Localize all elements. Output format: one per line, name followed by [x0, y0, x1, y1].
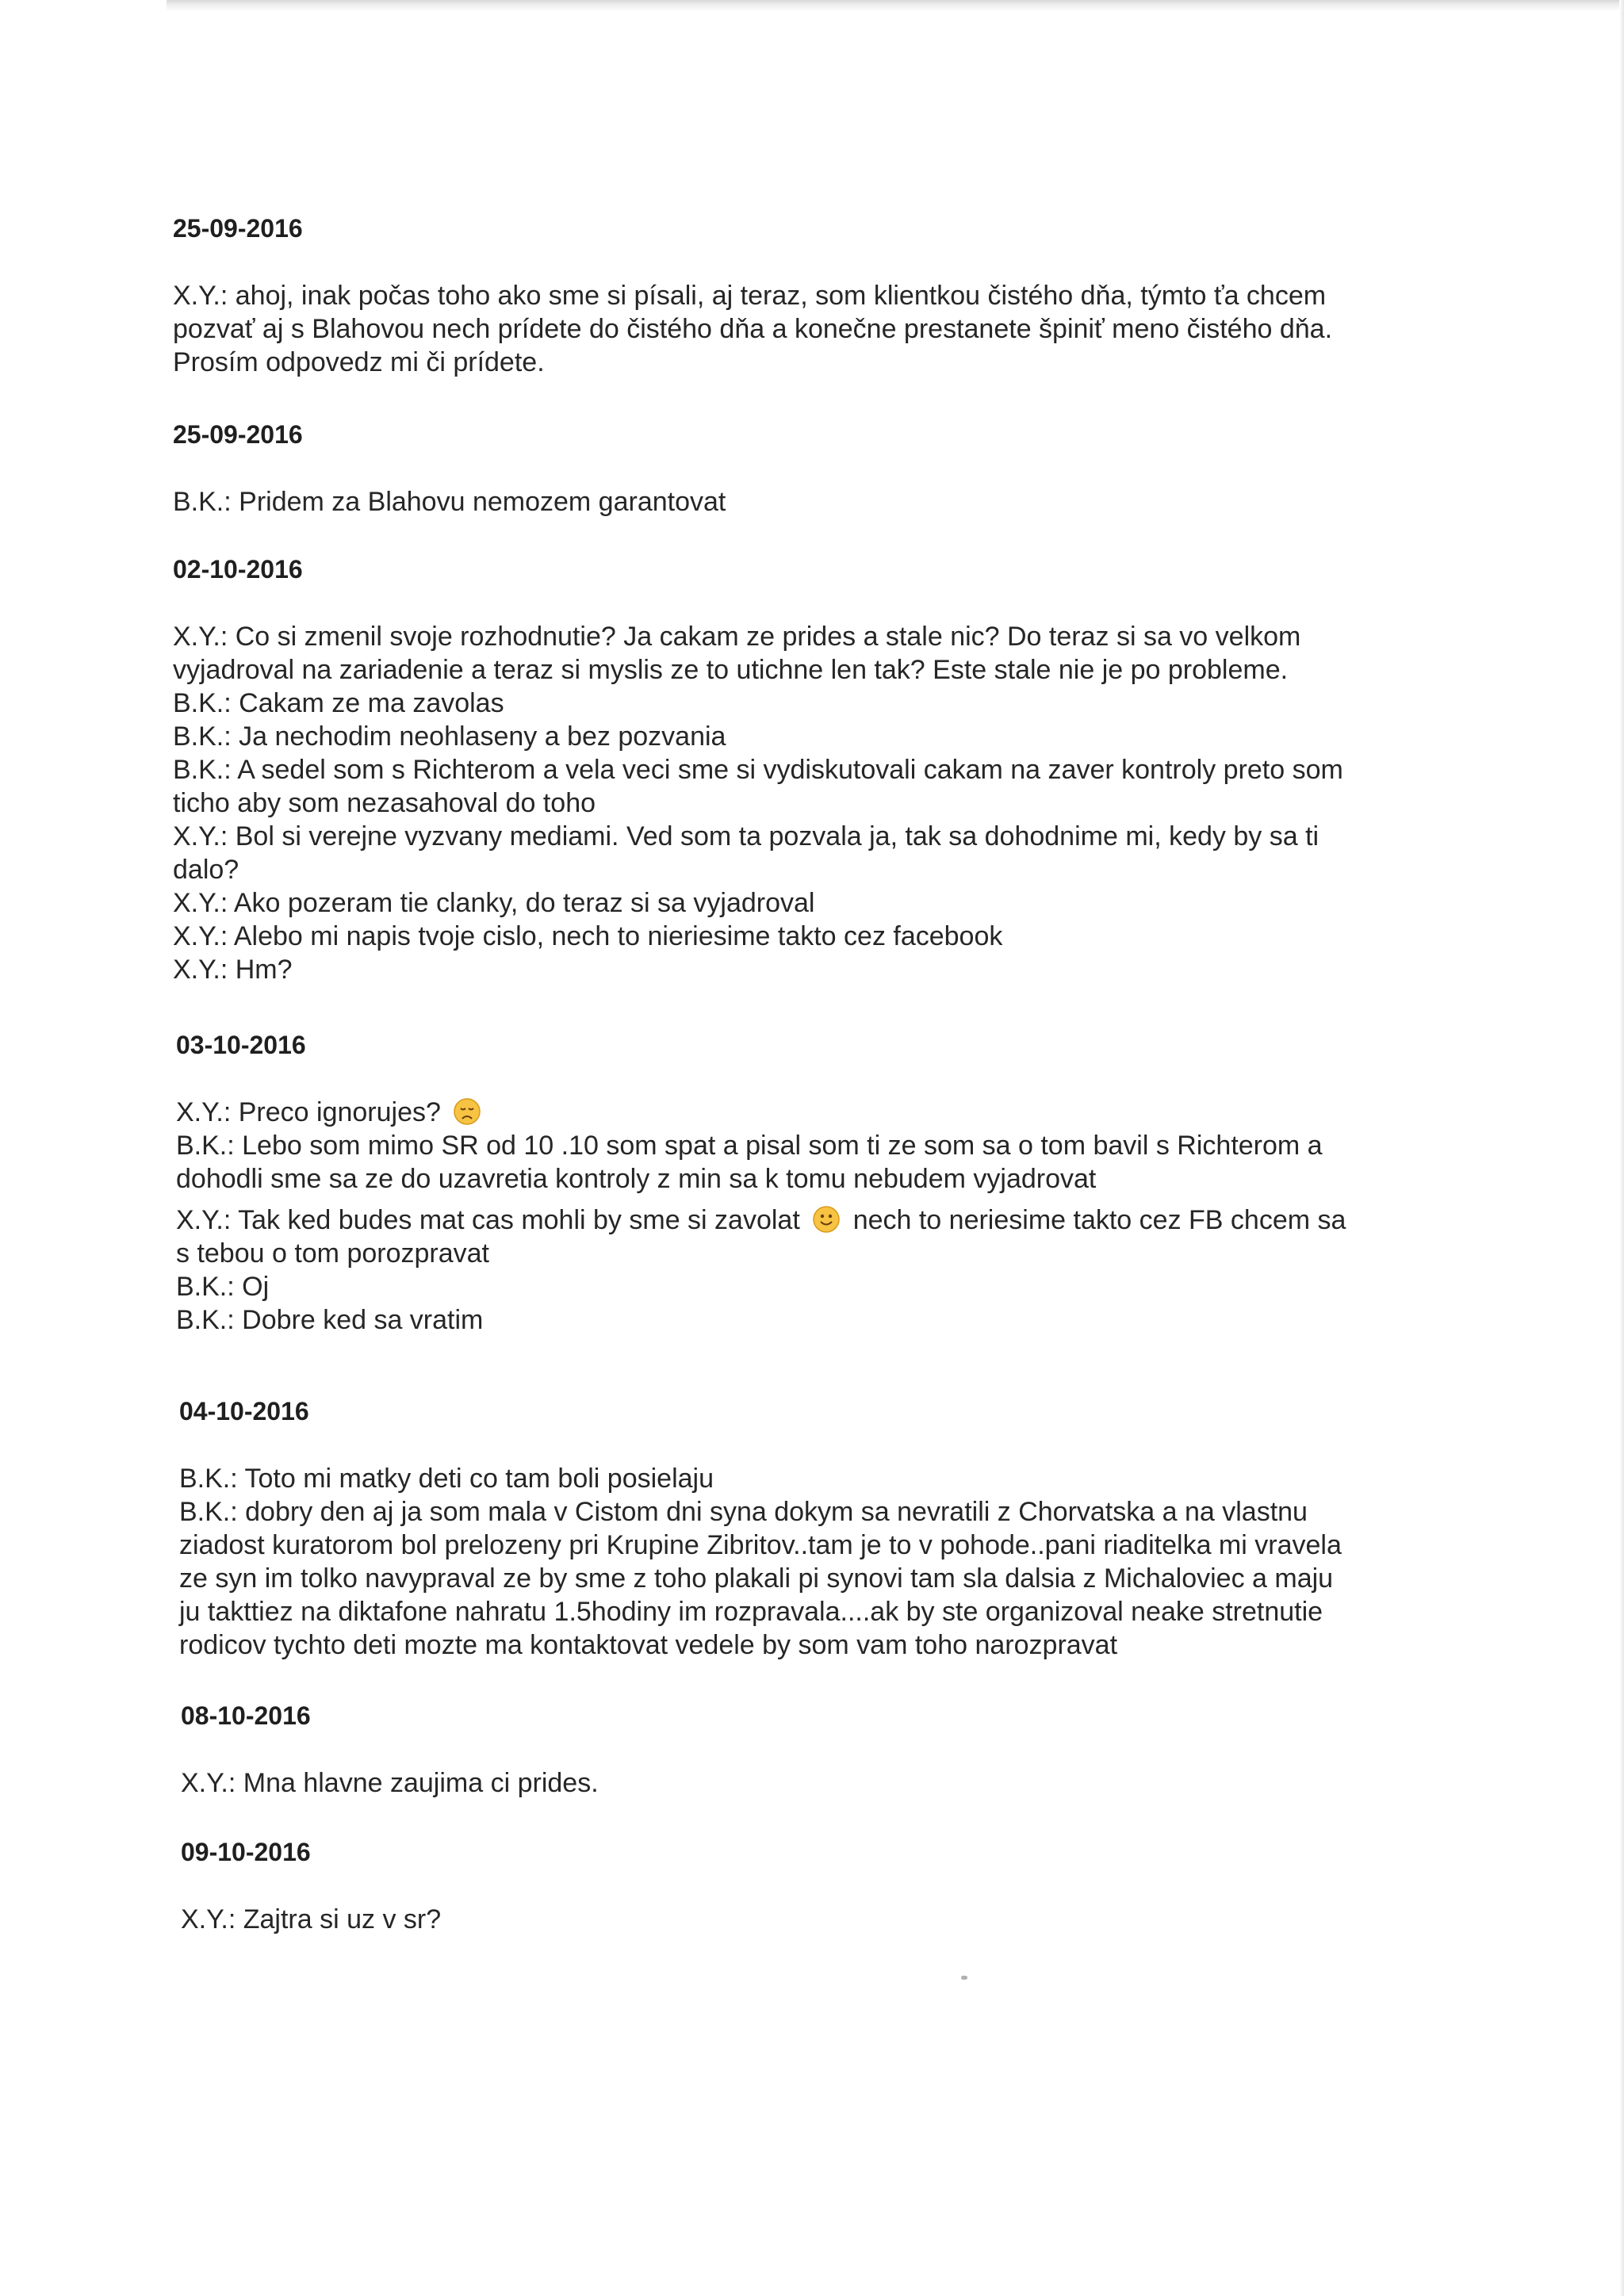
message-line: B.K.: Pridem za Blahovu nemozem garantovat [173, 487, 726, 517]
message-line: B.K.: dobry den aj ja som mala v Cistom dni syna dokym sa nevratili z Chorvatska a na vlastnu [179, 1497, 1308, 1527]
log-entry [181, 1700, 599, 1800]
message-line: ziadost kuratorom bol prelozeny pri Krupine Zibritov..tam je to v pohode..pani riaditelka mi vravela [179, 1530, 1342, 1560]
entry-date: 02-10-2016 [173, 555, 303, 584]
message-line: ze syn im tolko navypraval ze by sme z toho plakali pi synovi tam sla dalsia z Michaloviec a maju [179, 1563, 1334, 1594]
message-line: B.K.: A sedel som s Richterom a vela veci sme si vydiskutovali cakam na zaver kontroly preto som [173, 755, 1343, 785]
entry-date: 08-10-2016 [181, 1701, 311, 1730]
message-line: s tebou o tom porozpravat [176, 1238, 490, 1269]
message-text: X.Y.: Preco ignorujes? [176, 1097, 441, 1127]
entry-messages [173, 485, 726, 519]
entry-date: 25-09-2016 [173, 214, 303, 243]
entry-date: 03-10-2016 [176, 1031, 306, 1059]
message-line: B.K.: Oj [176, 1272, 270, 1302]
log-entry [173, 553, 1343, 986]
log-entry [176, 1029, 1346, 1337]
message-line [176, 1203, 1346, 1237]
message-line: ju takttiez na diktafone nahratu 1.5hodiny im rozpravala....ak by ste organizoval neake stretnutie [179, 1597, 1323, 1627]
message-line: Prosím odpovedz mi či prídete. [173, 347, 545, 377]
message-line: pozvať aj s Blahovou nech prídete do čistého dňa a konečne prestanete špiniť meno čistého dňa. [173, 314, 1333, 344]
entry-messages [173, 279, 1332, 379]
message-line: X.Y.: ahoj, inak počas toho ako sme si písali, aj teraz, som klientkou čistého dňa, týmto ťa chcem [173, 281, 1327, 311]
log-entry [179, 1395, 1342, 1662]
message-line: X.Y.: Alebo mi napis tvoje cislo, nech to nieriesime takto cez facebook [173, 921, 1003, 951]
entry-date: 04-10-2016 [179, 1397, 309, 1425]
entry-messages [181, 1903, 441, 1936]
message-line: X.Y.: Hm? [173, 955, 293, 985]
scan-right-edge [1619, 0, 1624, 2296]
message-text: nech to neriesime takto cez FB chcem sa [852, 1205, 1346, 1235]
message-line: B.K.: Toto mi matky deti co tam boli posielaju [179, 1464, 714, 1494]
message-line: dohodli sme sa ze do uzavretia kontroly z min sa k tomu nebudem vyjadrovat [176, 1164, 1097, 1194]
message-line: B.K.: Lebo som mimo SR od 10 .10 som spat a pisal som ti ze som sa o tom bavil s Richterom a [176, 1131, 1323, 1161]
scan-speck [961, 1976, 967, 1980]
message-line: dalo? [173, 855, 239, 885]
log-entry [181, 1836, 441, 1936]
entry-date: 09-10-2016 [181, 1838, 311, 1866]
message-line: rodicov tychto deti mozte ma kontaktovat vedele by som vam toho narozpravat [179, 1630, 1118, 1660]
sad-face-icon [453, 1097, 481, 1126]
message-line [176, 1096, 1346, 1129]
message-line: X.Y.: Ako pozeram tie clanky, do teraz si sa vyjadroval [173, 888, 815, 918]
message-line: B.K.: Dobre ked sa vratim [176, 1305, 484, 1335]
message-line: X.Y.: Zajtra si uz v sr? [181, 1904, 442, 1934]
entry-messages [179, 1462, 1342, 1662]
log-entry [173, 419, 726, 519]
message-line: ticho aby som nezasahoval do toho [173, 788, 596, 818]
scan-top-edge [167, 0, 1624, 11]
message-line: vyjadroval na zariadenie a teraz si myslis ze to utichne len tak? Este stale nie je po probleme. [173, 655, 1289, 685]
entry-date: 25-09-2016 [173, 420, 303, 449]
message-line: B.K.: Cakam ze ma zavolas [173, 688, 504, 718]
entry-messages [173, 620, 1343, 986]
entry-messages [176, 1096, 1346, 1337]
message-line: X.Y.: Mna hlavne zaujima ci prides. [181, 1768, 599, 1798]
log-entry [173, 212, 1332, 379]
message-line: B.K.: Ja nechodim neohlaseny a bez pozvania [173, 721, 726, 752]
message-line: X.Y.: Bol si verejne vyzvany mediami. Ved som ta pozvala ja, tak sa dohodnime mi, kedy by sa ti [173, 821, 1320, 851]
smile-face-icon [812, 1205, 841, 1234]
entry-messages [181, 1766, 599, 1800]
message-line: X.Y.: Co si zmenil svoje rozhodnutie? Ja cakam ze prides a stale nic? Do teraz si sa vo velkom [173, 622, 1301, 652]
message-text: X.Y.: Tak ked budes mat cas mohli by sme si zavolat [176, 1205, 800, 1235]
